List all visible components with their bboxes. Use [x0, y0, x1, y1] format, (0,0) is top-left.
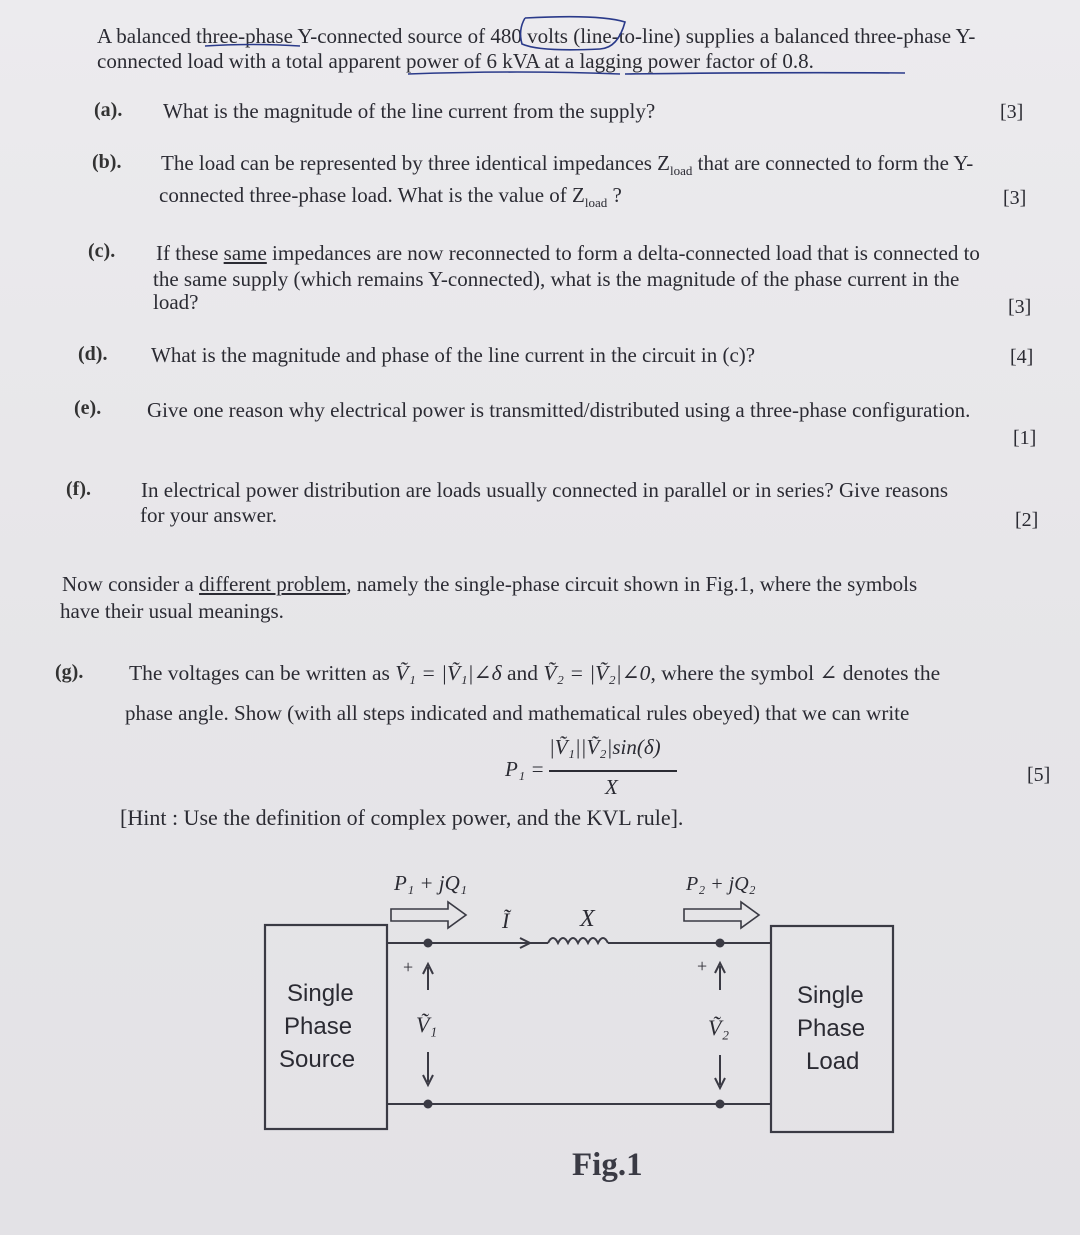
underline-power-factor	[625, 73, 905, 74]
transition-line-2: have their usual meanings.	[60, 599, 284, 623]
power-arrow-1	[391, 902, 466, 928]
power-arrow-2	[684, 902, 759, 928]
question-f-line-1: In electrical power distribution are loads usually connected in parallel or in series? Give reasons	[141, 478, 949, 502]
question-a-marks: [3]	[1000, 101, 1024, 123]
terminal-v2-bottom	[716, 1100, 725, 1109]
figure-caption: Fig.1	[572, 1147, 643, 1183]
transition-text-1a: Now consider a	[62, 572, 200, 596]
label-v1: Ṽ₁	[416, 1012, 438, 1037]
label-v2: Ṽ₂	[708, 1015, 730, 1040]
question-g-text-and: and	[506, 661, 538, 685]
z-load-subscript: load	[670, 163, 693, 178]
question-c-line-1	[156, 240, 980, 266]
question-b-text-1b: that are connected to form the Y-	[692, 151, 974, 175]
load-text-line-3: Load	[806, 1048, 860, 1075]
v2-expression: Ṽ₂ = |Ṽ₂|∠0	[543, 661, 651, 685]
question-e-text: Give one reason why electrical power is transmitted/distributed using a three-phase configuration.	[147, 398, 971, 422]
question-g-hint: [Hint : Use the definition of complex power, and the KVL rule].	[120, 805, 684, 830]
question-b-line-1	[161, 150, 973, 184]
question-g-line-2: phase angle. Show (with all steps indicated and mathematical rules obeyed) that we can write	[125, 701, 910, 725]
intro-line-2: connected load with a total apparent power of 6 kVA at a lagging power factor of 0.8.	[97, 49, 814, 73]
question-c-same-underlined: same	[223, 241, 267, 265]
question-c-text-1b: impedances are now reconnected to form a delta-connected load that is connected to	[266, 241, 980, 265]
question-g-label: (g).	[55, 661, 84, 683]
question-c-label: (c).	[88, 240, 116, 262]
formula-denominator: X	[605, 775, 618, 799]
question-b-text-2b: ?	[607, 183, 622, 207]
circle-480-volts	[521, 17, 625, 50]
question-b-text-1a: The load can be represented by three identical impedances Z	[161, 151, 671, 175]
terminal-v1-bottom	[424, 1100, 433, 1109]
question-b-marks: [3]	[1003, 187, 1027, 209]
label-v1-plus: +	[403, 957, 414, 977]
source-text-line-2: Phase	[284, 1013, 353, 1040]
question-c-line-2: the same supply (which remains Y-connected), what is the magnitude of the phase current in the	[153, 267, 960, 291]
question-e-label: (e).	[74, 397, 102, 419]
load-text-line-1: Single	[797, 982, 864, 1009]
power-formula	[505, 730, 685, 800]
fig1-circuit-diagram	[0, 860, 1080, 1190]
underline-three-phase	[205, 45, 300, 47]
question-c-marks: [3]	[1008, 296, 1032, 318]
inductor-coil	[548, 938, 608, 943]
terminal-v1-top	[424, 939, 433, 948]
z-load-subscript-2: load	[584, 195, 608, 210]
source-text-line-3: Source	[279, 1046, 356, 1073]
question-c-text-1a: If these	[156, 241, 224, 265]
load-text-line-2: Phase	[797, 1015, 866, 1042]
intro-line-1: A balanced three-phase Y-connected source of 480 volts (line-to-line) supplies a balanced three-phase Y-	[97, 24, 976, 48]
question-g-text-1c: , where the symbol ∠ denotes the	[650, 661, 941, 685]
label-reactance: X	[580, 906, 595, 932]
question-g-marks: [5]	[1027, 764, 1051, 786]
question-d-label: (d).	[78, 343, 108, 365]
underline-apparent-power	[408, 72, 620, 74]
question-e-marks: [1]	[1013, 427, 1037, 449]
question-c-line-3: load?	[153, 290, 199, 314]
formula-lhs: P₁ =	[505, 757, 545, 781]
v1-expression: Ṽ₁ = |Ṽ₁|∠δ	[395, 661, 502, 685]
formula-numerator: |Ṽ₁||Ṽ₂|sin(δ)	[549, 735, 661, 759]
question-b-text-2a: connected three-phase load. What is the value of Z	[159, 183, 585, 207]
question-b-line-2	[159, 182, 622, 216]
transition-text-1b: , namely the single-phase circuit shown in Fig.1, where the symbols	[346, 572, 918, 596]
question-d-text: What is the magnitude and phase of the line current in the circuit in (c)?	[151, 343, 756, 367]
pen-annotations	[0, 0, 1080, 90]
question-f-line-2: for your answer.	[140, 503, 278, 527]
question-f-marks: [2]	[1015, 509, 1039, 531]
transition-line-1	[62, 571, 917, 597]
question-a-label: (a).	[94, 99, 123, 121]
transition-different-problem: different problem	[199, 572, 347, 596]
question-a-text: What is the magnitude of the line current from the supply?	[163, 99, 656, 123]
formula-fraction-bar	[549, 770, 677, 772]
question-d-marks: [4]	[1010, 346, 1034, 368]
label-v2-plus: +	[697, 956, 708, 976]
terminal-v2-top	[716, 939, 725, 948]
label-current: Ĩ	[502, 908, 510, 933]
question-g-text-1a: The voltages can be written as	[129, 661, 390, 685]
question-b-label: (b).	[92, 151, 122, 173]
label-p2-jq2: P₂ + jQ₂	[686, 873, 756, 895]
question-g-line-1	[129, 660, 940, 686]
label-p1-jq1: P₁ + jQ₁	[394, 871, 468, 895]
question-f-label: (f).	[66, 478, 91, 500]
source-text-line-1: Single	[287, 980, 354, 1007]
